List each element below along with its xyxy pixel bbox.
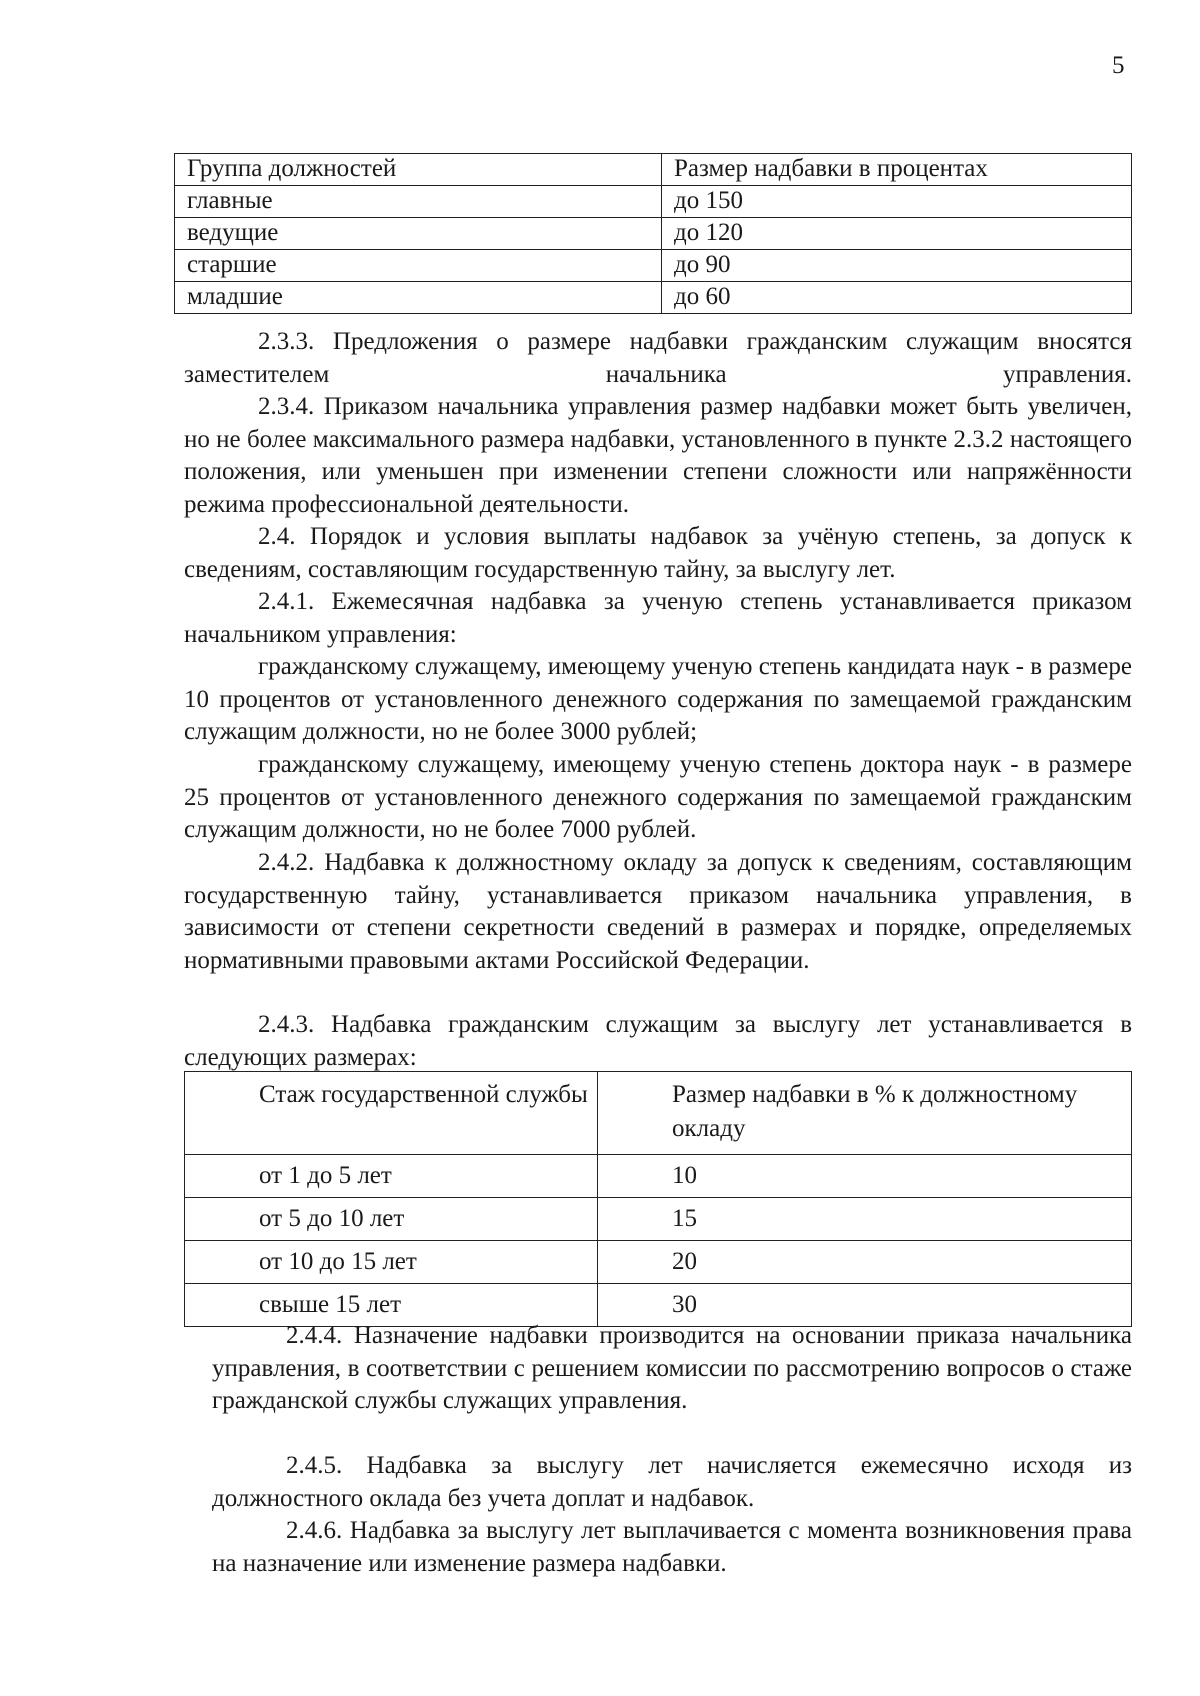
paragraph-candidate-sciences: гражданскому служащему, имеющему ученую степень кандидата наук - в размере 10 процентов от установленного денежного содержания по замещаемой гражданским служащим должности, но не более 3000 рублей; xyxy=(184,653,1132,746)
table-header-row xyxy=(175,154,1132,186)
table-cell: до 60 xyxy=(662,282,1132,314)
paragraph-2-3-4: 2.3.4. Приказом начальника управления размер надбавки может быть увеличен, но не более максимального размера надбавки, установленного в пункте 2.3.2 настоящего положения, или уменьшен при изменении степени сложности или напряжённости режима профессиональной деятельности. xyxy=(184,393,1132,518)
table-cell: младшие xyxy=(175,282,662,314)
table-cell: 20 xyxy=(598,1241,1132,1284)
table-row xyxy=(175,186,1132,218)
table-row xyxy=(175,250,1132,282)
table-header-row xyxy=(185,1072,1132,1155)
table-row xyxy=(185,1155,1132,1198)
table-cell: 15 xyxy=(598,1198,1132,1241)
table-header-cell: Группа должностей xyxy=(175,154,662,186)
table-cell: старшие xyxy=(175,250,662,282)
table-cell: от 10 до 15 лет xyxy=(185,1241,598,1284)
paragraph-2-4-6: 2.4.6. Надбавка за выслугу лет выплачивается с момента возникновения права на назначение или изменение размера надбавки. xyxy=(212,1517,1132,1577)
table-cell: 30 xyxy=(598,1284,1132,1327)
table-cell: свыше 15 лет xyxy=(185,1284,598,1327)
grade-allowance-table xyxy=(174,153,1132,314)
paragraph-2-4: 2.4. Порядок и условия выплаты надбавок за учёную степень, за допуск к сведениям, составляющим государственную тайну, за выслугу лет. xyxy=(184,523,1132,583)
table-cell: до 120 xyxy=(662,218,1132,250)
paragraph-2-3-3: 2.3.3. Предложения о размере надбавки гражданским служащим вносятся заместителем начальника управления. xyxy=(184,328,1132,388)
table-row xyxy=(185,1241,1132,1284)
table-cell: до 150 xyxy=(662,186,1132,218)
paragraph-2-4-2: 2.4.2. Надбавка к должностному окладу за допуск к сведениям, составляющим государственную тайну, устанавливается приказом начальника управления, в зависимости от степени секретности сведений в размерах и порядке, определяемых нормативными правовыми актами Российской Федерации. xyxy=(184,849,1132,974)
table-row xyxy=(175,218,1132,250)
paragraph-doctor-sciences: гражданскому служащему, имеющему ученую степень доктора наук - в размере 25 процентов от установленного денежного содержания по замещаемой гражданским служащим должности, но не более 7000 рублей. xyxy=(184,751,1132,844)
table-cell: до 90 xyxy=(662,250,1132,282)
paragraph-2-4-5: 2.4.5. Надбавка за выслугу лет начисляется ежемесячно исходя из должностного оклада без учета доплат и надбавок. xyxy=(212,1452,1132,1512)
table-row xyxy=(175,282,1132,314)
page-number: 5 xyxy=(1112,52,1125,79)
paragraph-2-4-1: 2.4.1. Ежемесячная надбавка за ученую степень устанавливается приказом начальником управления: xyxy=(184,588,1132,648)
table-header-cell: Стаж государственной службы xyxy=(185,1072,598,1155)
table-cell: главные xyxy=(175,186,662,218)
table-cell: от 5 до 10 лет xyxy=(185,1198,598,1241)
table-cell: 10 xyxy=(598,1155,1132,1198)
table-header-cell: Размер надбавки в % к должностному окладу xyxy=(598,1072,1132,1155)
service-length-table xyxy=(184,1071,1132,1327)
paragraph-2-4-3: 2.4.3. Надбавка гражданским служащим за выслугу лет устанавливается в следующих размерах: xyxy=(184,1011,1132,1071)
table-cell: от 1 до 5 лет xyxy=(185,1155,598,1198)
table-cell: ведущие xyxy=(175,218,662,250)
table-row xyxy=(185,1198,1132,1241)
paragraph-2-4-4: 2.4.4. Назначение надбавки производится на основании приказа начальника управления, в соответствии с решением комиссии по рассмотрению вопросов о стаже гражданской службы служащих управления. xyxy=(212,1322,1132,1415)
table-header-cell: Размер надбавки в процентах xyxy=(662,154,1132,186)
